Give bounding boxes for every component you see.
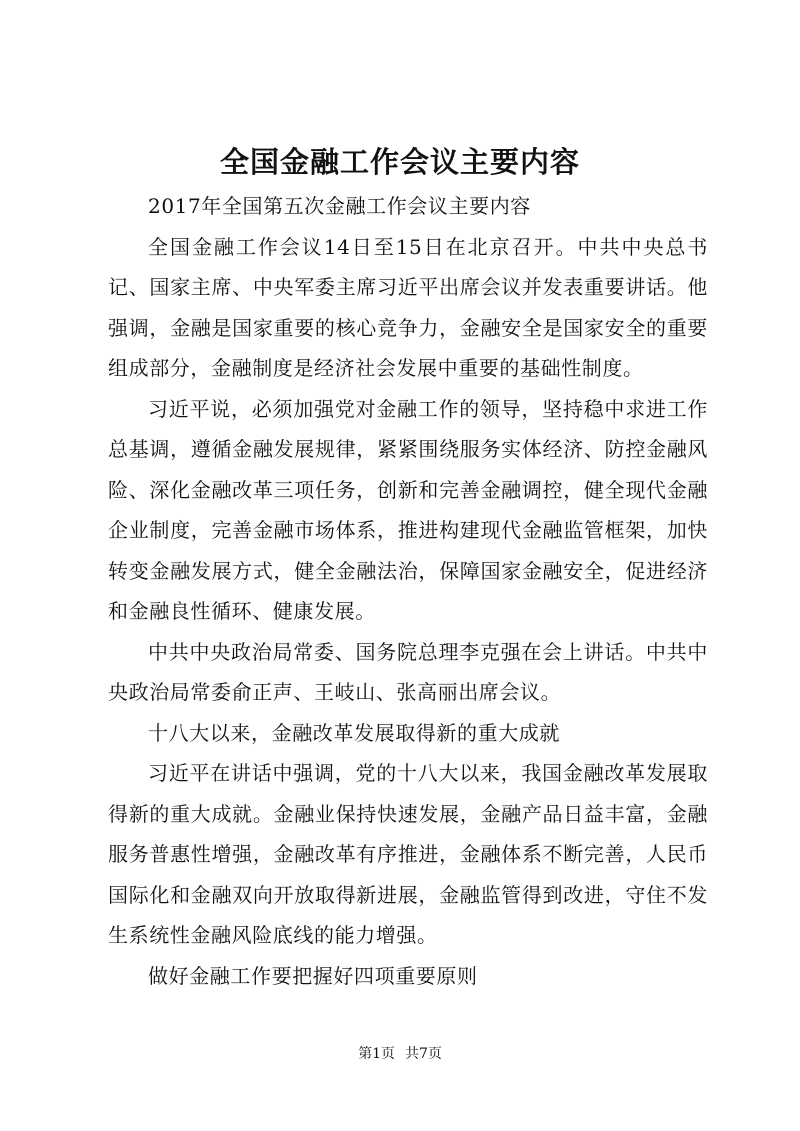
subtitle-paragraph: 2017年全国第五次金融工作会议主要内容 xyxy=(148,194,531,218)
section-heading: 做好金融工作要把握好四项重要原则 xyxy=(148,963,478,988)
body-paragraph: 全国金融工作会议14日至15日在北京召开。中共中央总书记、国家主席、中央军委主席习近平出席会议并发表重要讲话。他强调，金融是国家重要的核心竞争力，金融安全是国家安全的重要组成部分，金融制度是经济社会发展中重要的基础性制度。 xyxy=(108,234,708,380)
section-heading: 十八大以来，金融改革发展取得新的重大成就 xyxy=(148,720,560,745)
page-total: 共7页 xyxy=(405,1046,442,1062)
body-paragraph: 习近平在讲话中强调，党的十八大以来，我国金融改革发展取得新的重大成就。金融业保持快速发展，金融产品日益丰富，金融服务普惠性增强，金融改革有序推进，金融体系不断完善，人民币国际化和金融双向开放取得新进展，金融监管得到改进，守住不发生系统性金融风险底线的能力增强。 xyxy=(108,761,708,947)
page-number: 第1页 xyxy=(358,1046,395,1062)
body-paragraph: 中共中央政治局常委、国务院总理李克强在会上讲话。中共中央政治局常委俞正声、王岐山、张高丽出席会议。 xyxy=(108,639,708,704)
document-body xyxy=(108,186,708,996)
document-title: 全国金融工作会议主要内容 xyxy=(219,145,580,179)
body-paragraph: 习近平说，必须加强党对金融工作的领导，坚持稳中求进工作总基调，遵循金融发展规律，紧紧围绕服务实体经济、防控金融风险、深化金融改革三项任务，创新和完善金融调控，健全现代金融企业制度，完善金融市场体系，推进构建现代金融监管框架，加快转变金融发展方式，健全金融法治，保障国家金融安全，促进经济和金融良性循环、健康发展。 xyxy=(108,396,708,623)
page-footer xyxy=(0,1044,800,1064)
